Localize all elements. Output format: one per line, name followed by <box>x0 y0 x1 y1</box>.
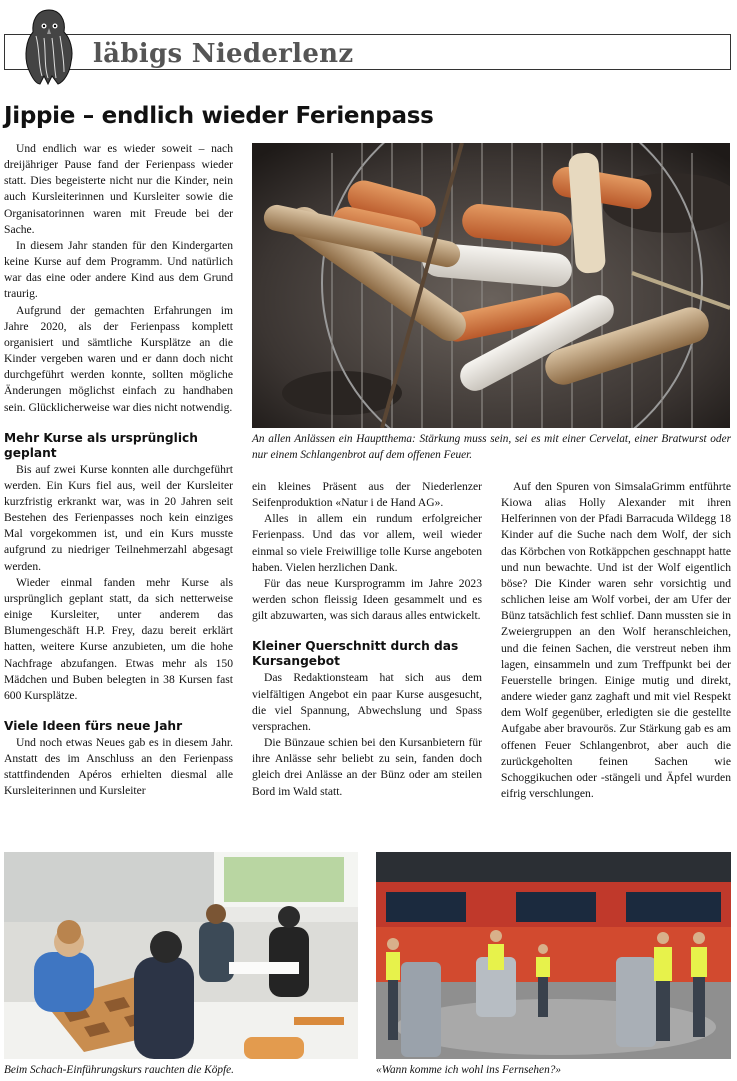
paragraph: Alles in allem ein rundum erfolgreicher Ferienpass. Und das vor allem, weil wieder einmal so viele Freiwillige tolle Kurse angeboten haben. Vielen herzlichen Dank. <box>252 512 482 574</box>
grill-photo <box>252 143 730 428</box>
chess-caption: Beim Schach-Einführungskurs rauchten die Köpfe. <box>4 1064 234 1076</box>
article-column-2 <box>252 479 482 800</box>
subheading: Viele Ideen fürs neue Jahr <box>4 719 183 733</box>
paragraph: Und noch etwas Neues gab es in diesem Jahr. Anstatt des im Anschluss an den Ferienpass stattfindenden Apéros erhielten diesmal alle Kursleiterinnen und Kursleiter <box>4 736 233 798</box>
paragraph: Wieder einmal fanden mehr Kurse als ursprünglich geplant statt, da sich netterweise einige Kursleiter, unter anderem das Blumengeschäft H.P. Frey, dazu bereit erklärt hatten, weitere Kurse anzubieten, um die hohe Nachfrage abzufangen. Etwas mehr als 150 Mädchen und Buben belegten in 38 Kursen fast 600 Kursplätze. <box>4 575 233 702</box>
paragraph: In diesem Jahr standen für den Kindergarten keine Kurse auf dem Programm. Und natürlich war das eine oder andere Kind aus dem Grund traurig. <box>4 238 233 301</box>
headline: Jippie – endlich wieder Ferienpass <box>4 103 434 129</box>
tv-caption: «Wann komme ich wohl ins Fernsehen?» <box>376 1064 562 1076</box>
paragraph: Auf den Spuren von SimsalaGrimm entführte Kiowa alias Holly Alexander mit ihren Helferinnen von der Pfadi Barracuda Wildegg 18 Kinder auf die Suche nach dem Wolf, der sich das Körbchen von Rotkäppchen geschnappt hatte und nun bewachte. Und ist der Wolf eigentlich böse? Die Kinder waren sehr vorsichtig und schlichen leise am Wolf vorbei, der am Ufer der Bünz tatsächlich fest schlief. Dann mussten sie in Zweiergruppen an den Wolf heranschleichen, und die feinen Sachen, die verstreut neben ihm lagen, einsammeln und zum Treffpunkt bei der Feuerstelle bringen. Einige mutig und direkt, andere wieder ganz zaghaft und mit viel Respekt dem Wolf gegenüber, erledigten sie die gestellte Aufgabe aber bravourös. Zur Stärkung gab es am offenen Feuer Schlangenbrot, aber auch die zurückgeholten feinen Sachen wie Schoggikuchen oder -stängeli und Äpfel wurden eifrig verschlungen. <box>501 480 731 800</box>
bearded-figure-icon <box>14 6 84 86</box>
paragraph: Das Redaktionsteam hat sich aus dem vielfältigen Angebot ein paar Kurse ausgesucht, die viel Spannung, Abwechslung und Spass versprachen. <box>252 671 482 733</box>
tv-studio-photo <box>376 852 731 1059</box>
article-column-3 <box>501 479 731 802</box>
grill-caption: An allen Anlässen ein Hauptthema: Stärkung muss sein, sei es mit einer Cervelat, einer Bratwurst oder nur einem Schlangenbrot auf dem offenen Feuer. <box>252 433 731 461</box>
grill-illustration <box>252 143 730 428</box>
subheading: Mehr Kurse als ursprünglich geplant <box>4 430 198 460</box>
paragraph: Für das neue Kursprogramm im Jahre 2023 werden schon fleissig Ideen gesammelt und es gilt abzuwarten, was sich daraus alles entwickelt. <box>252 576 482 623</box>
paragraph: Bis auf zwei Kurse konnten alle durchgeführt werden. Ein Kurs fiel aus, weil der Kursleiter kurzfristig erkrankt war, was in 20 Jahren seit Bestehen des Ferienpasses noch kein einziges Mal vorgekommen ist, und ein Kurs musste aufgrund zu niedriger Teilnehmerzahl abgesagt werden. <box>4 462 233 573</box>
subheading: Kleiner Querschnitt durch das Kursangebot <box>252 639 459 669</box>
paragraph: Aufgrund der gemachten Erfahrungen im Jahre 2020, als der Ferienpass komplett organisiert und sämtliche Kursplätze an die Kinder vergeben waren und er dann doch nicht durchgeführt werden konnte, sollten mögliche Änderungen möglichst einfach zu handhaben sein. Glücklicherweise war dies nicht notwendig. <box>4 303 233 414</box>
chess-photo <box>4 852 358 1059</box>
paragraph: Die Bünzaue schien bei den Kursanbietern für ihre Anlässe sehr beliebt zu sein, fanden doch gleich drei Anlässe an der Bünz oder am steilen Bord im Wald statt. <box>252 736 482 798</box>
masthead-title: läbigs Niederlenz <box>93 39 354 69</box>
paragraph: ein kleines Präsent aus der Niederlenzer Seifenproduktion «Natur i de Hand AG». <box>252 480 482 510</box>
masthead <box>4 34 731 70</box>
chess-illustration <box>4 852 358 1059</box>
article-column-1 <box>4 141 233 800</box>
paragraph: Und endlich war es wieder soweit – nach dreijähriger Pause fand der Ferienpass wieder statt. Dies begeisterte nicht nur die Kinder, nein auch Kursleiterinnen und Kursleiter sowie die Organisatorinnen waren mit Freude bei der Sache. <box>4 142 233 236</box>
tv-studio-illustration <box>376 852 731 1059</box>
